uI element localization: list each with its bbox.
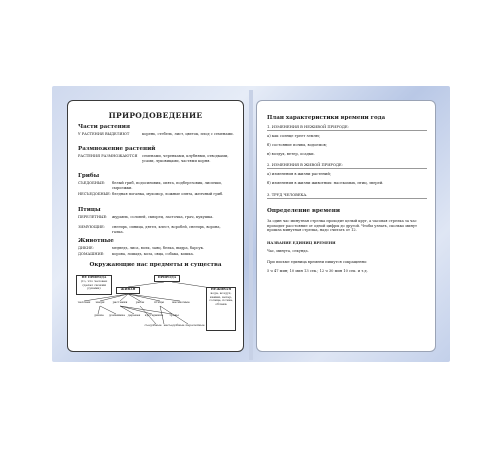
section-row: У РАСТЕНИЯ ВЫДЕЛЯЮТ корень, стебель, лист, цветок, плод с семенами. — [78, 132, 234, 136]
section-row: ДОМАШНИЕ: корова, лошадь, коза, овца, собака, кошка. — [78, 252, 194, 256]
section-row: НЕСЪЕДОБНЫЕ:бледная поганка, мухомор, ложные опята, желчный гриб. — [78, 192, 224, 196]
scheme-node: деревья — [127, 313, 141, 317]
scheme-node: растения — [112, 300, 128, 304]
plan-line: 3. ТРУД ЧЕЛОВЕКА. — [267, 193, 427, 199]
plan-line: в) воздух, ветер, осадки. — [267, 152, 315, 156]
scheme-node: перелетные — [185, 323, 205, 327]
nonliving-box: НЕЖИВАЯ вода, воздух, камни, ветер, солнце, почва, облака — [206, 287, 236, 331]
folder-spine — [249, 90, 253, 360]
scheme-node: дикие — [94, 313, 104, 317]
scheme-node: птицы — [154, 300, 164, 304]
plan-line: 1. ИЗМЕНЕНИЯ В НЕЖИВОЙ ПРИРОДЕ: — [267, 125, 427, 131]
page-title: ПРИРОДОВЕДЕНИЕ — [108, 111, 203, 120]
left-page — [67, 100, 244, 352]
section-row: ПЕРЕЛЕТНЫЕ: журавль, соловей, скворец, ласточка, грач, кукушка. — [78, 215, 214, 219]
nature-box: ПРИРОДА — [154, 275, 180, 282]
scheme-node: рыбы — [135, 300, 145, 304]
scheme-node: насекомые — [172, 300, 190, 304]
section-row: ДИКИЕ: медведь, лиса, волк, заяц, белка, выдра, барсук. — [78, 246, 205, 250]
page-title: План характеристики времени года — [267, 115, 386, 121]
section-heading: Части растения — [78, 124, 131, 130]
section-heading: Грибы — [78, 173, 100, 179]
units-title: НАЗВАНИЕ ЕДИНИЦ ВРЕМЕНИ — [267, 241, 336, 245]
scheme-node: травы — [169, 313, 179, 317]
plan-line: а) изменения в жизни растений; — [267, 172, 332, 176]
scheme-node: кустарники — [144, 313, 164, 317]
section-heading: Животные — [78, 238, 114, 244]
living-box: ЖИВАЯ — [116, 287, 140, 294]
scheme-node: cъедобные — [144, 323, 162, 327]
time-text: За один час минутная стрелка проходит целый круг, а часовая стрелка за час проходит расстояние от одной цифры до другой. Чтобы узнать, сколько минут прошла минутная стрелка, надо считать от 12. — [267, 219, 418, 233]
plan-line: б) состояние почвы, водоемов; — [267, 143, 327, 147]
abbr-title: При письме единица времени пишутся сокращенно: — [267, 260, 368, 264]
section-row: ЗИМУЮЩИЕ: снегирь, синица, дятел, клест, воробей, снегирь, ворона, галка. — [78, 225, 221, 234]
section-row: СЪЕДОБНЫЕ: белый гриб, подосиновик, опята, подберезовик, лисички, сыроежки. — [78, 181, 222, 190]
scheme-node: домашние — [108, 313, 126, 317]
units-text: Час, минута, секунда. — [267, 249, 309, 253]
plan-line: а) как солнце греет землю; — [267, 134, 321, 138]
scheme-title: Окружающие нас предметы и существа — [89, 262, 222, 268]
scheme-node: звери — [95, 300, 105, 304]
section-row: РАСТЕНИЯ РАЗМНОЖАЮТСЯ семенами, черенками, клубнями, отводками, усами, луковицами, частями корня. — [78, 154, 229, 163]
scheme-node: человек — [77, 300, 91, 304]
section-heading: Птицы — [78, 207, 101, 213]
abbr-text: 5 ч 47 мин; 10 мин 13 сек.; 12 ч 30 мин 10 сек. и т.д. — [267, 269, 368, 273]
section-heading: Размножение растений — [78, 146, 156, 152]
right-page — [256, 100, 436, 352]
section-heading: Определение времени — [267, 208, 340, 214]
not-nature-box: НЕ ПРИРОДА (то, что человек сделал своими руками) — [76, 275, 112, 295]
plan-line: б) изменения в жизни животных: насекомых, птиц, зверей. — [267, 181, 384, 185]
scheme-node: несъедобные — [163, 323, 185, 327]
plan-line: 2. ИЗМЕНЕНИЯ В ЖИВОЙ ПРИРОДЕ: — [267, 163, 427, 169]
